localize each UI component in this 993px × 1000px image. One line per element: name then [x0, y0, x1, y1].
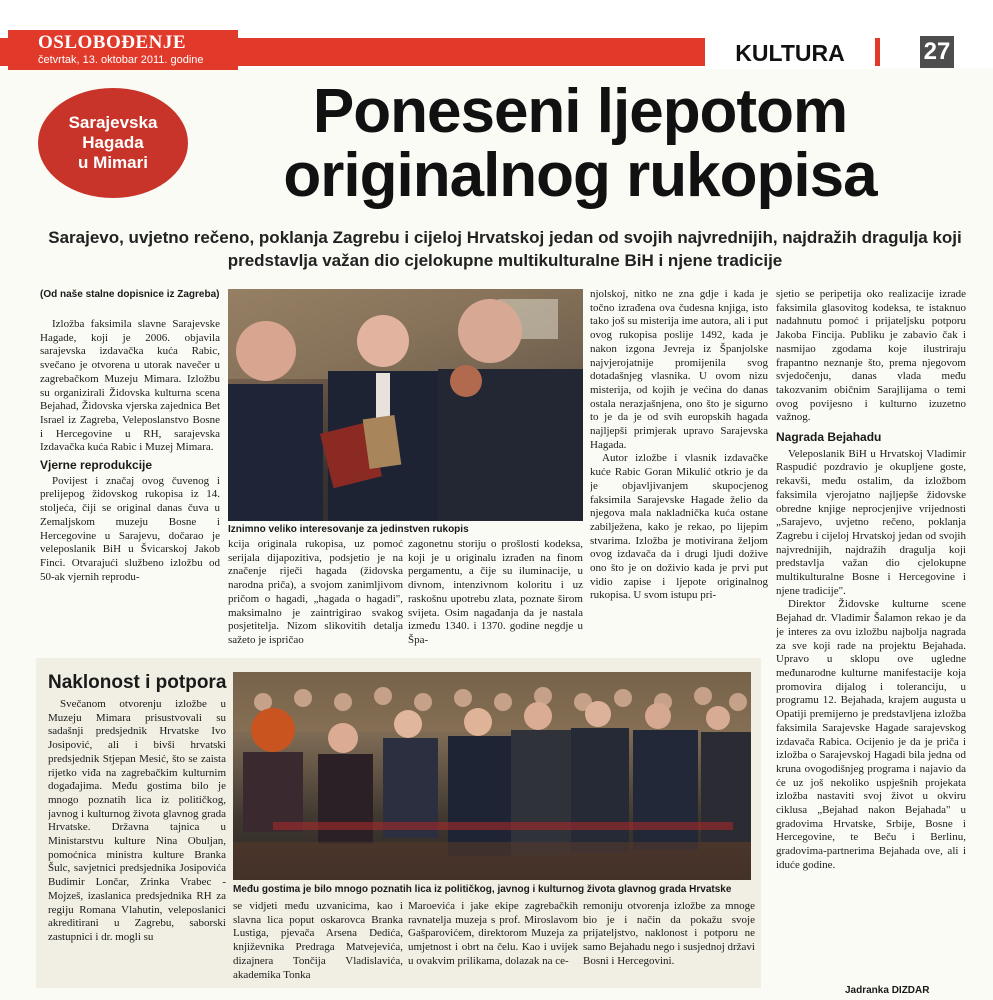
page-number: 27: [920, 36, 954, 68]
column-2: [228, 538, 403, 648]
paragraph: Maroevića i jake ekipe zagrebačkih ravnatelja muzeja s prof. Miroslavom Gašparovićem, direktorom Muzeja za umjetnost i obrt na čelu. Kao i uvijek u ovakvim prilikama, dolazak na ce-: [408, 900, 578, 967]
section-label: KULTURA: [705, 37, 875, 69]
badge-line-1: Sarajevska: [68, 112, 158, 132]
column-5: [776, 288, 966, 982]
subheading: Vjerne reprodukcije: [40, 458, 153, 473]
newspaper-title: OSLOBOĐENJE: [38, 32, 187, 53]
masthead: [8, 30, 238, 70]
column-1: [40, 318, 220, 640]
photo-caption: Iznimno veliko interesovanje za jedinstven rukopis: [228, 524, 469, 535]
paragraph: Svečanom otvorenju izložbe u Muzeju Mimara prisustvovali su sadašnji predsjednik Hrvatske Ivo Josipović, ali i bivši hrvatski predsjednik Stjepan Mesić, što se zaista rijetko viđa na zagrebačkim kulturnim događajima. Među gostima bilo je mnogo poznatih lica iz političkog, javnog i kulturnog života glavnog grada Hrvatske. Državna tajnica u Ministarstvu kulture Nina Obuljan, pomoćnica ministra kulture Branka Šulc, savjetnici predsjednika Josipovića Budimir Lončar, Zrinka Vrabec - Mojzeš, izaslanica predsjednika RH za regiju Romana Vlahutin, veleposlanici akreditirani u Zagrebu, saborski zastupnici i dr. mogli su: [48, 698, 226, 943]
paragraph: zagonetnu storiju o prošlosti kodeksa, koji je u originalu izrađen na finom pergamentu, a čije su iluminacije, u divnom, intenzivnom koloritu i uz raskošnu upotrebu zlata, poznate širom svijeta. Osim nagađanja da je nastala između 1340. i 1370. godine negdje u Špa-: [408, 538, 583, 646]
paragraph: Direktor Židovske kulturne scene Bejahad dr. Vladimir Šalamon rekao je da je interes za ovu izložbu najbolja nagrada za sve koji rade na projektu Bejahada. Upravo u sklopu ove ugledne međunarodne kulturne manifestacije koja promovira dijalog i toleranciju, u programu 12. Bejahada, krajem augusta u Opatiji premijerno je predstavljena izložba faksimila Sarajevske Hagade sarajevskog izdavača Rabica. Ocijenio je da je priča i izložba o Sarajevskoj Hagadi bila jedna od kruna ovogodišnjeg programa i najavio da će uz još nekoliko uspješnih projekata izložba nastaviti svoj život u okviru ciklusa „Bejahad nakon Bejahada" u gradovima Hrvatske, Srbije, Bosne i Hercegovine, te Beču i Berlinu, gradovima-partnerima Bejahada ove, ali i iduće godine.: [776, 598, 966, 871]
topic-badge: [38, 88, 188, 198]
byline: (Od naše stalne dopisnice iz Zagreba): [40, 289, 220, 300]
column-4: [590, 288, 768, 643]
badge-line-2: Hagada: [82, 132, 144, 152]
paragraph: remoniju otvorenja izložbe za mnoge bio je i način da pokažu svoje prijateljstvo, naklonost i potporu ne samo Bejahadu nego i susjednoj državi Bosni i Hercegovini.: [583, 900, 755, 967]
box-column-1: [48, 698, 226, 988]
paragraph: njolskoj, nitko ne zna gdje i kada je točno izrađena ova čudesna knjiga, isto tako još su misterija ime autora, ali i put ovog rukopisa poslije 1492, kada je nakon izgona Jevreja iz Španjolske najvjerojatnije promijenila svog dotadašnjeg vlasnika. U ovom nizu misterija, od kojih je većina do danas ostala nerazjašnjena, ono što je sigurno to je da je od svih europskih hagada najljepši primjerak upravo Sarajevska Hagada.: [590, 288, 768, 451]
paragraph: se vidjeti među uzvanicima, kao i slavna lica poput oskarovca Branka Lustiga, pjevača Arsena Dedića, književnika Predraga Matvejevića, dizajnera Tončija Vladislavića, akademika Tonka: [233, 900, 403, 981]
box-column-3: [408, 900, 578, 988]
paragraph: Povijest i značaj ovog čuvenog i prelijepog židovskog rukopisa iz 14. stoljeća, čiji se original danas čuva u Zemaljskom muzeju Bosne i Hercegovine u Sarajevu, dočarao je veleposlanik BiH u Švicarskoj Jakob Finci. Otvarajući službeno izložbu od 50-ak vjernih reprodu-: [40, 474, 220, 583]
paragraph: Izložba faksimila slavne Sarajevske Hagade, koji je 2006. objavila sarajevska izdavačka kuća Rabic, svečano je otvorena u utorak navečer u zagrebačkom Muzeju Mimara. Izložbu su organizirali Židovska kulturna scena Bejahad, Židovska vjerska zajednica Bet Israel iz Zagreba, Veleposlanstvo Bosne i Hercegovine u RH, sarajevska Izdavačka kuća Rabic i Muzej Mimara.: [40, 318, 220, 454]
headline-line-1: Poneseni ljepotom: [312, 77, 848, 146]
box-photo-caption: Među gostima je bilo mnogo poznatih lica iz političkog, javnog i kulturnog života glavnog grada Hrvatske: [233, 884, 732, 895]
paragraph: Veleposlanik BiH u Hrvatskoj Vladimir Raspudić pozdravio je okupljene goste, rekavši, među ostalim, da izložbom faksimila vjerojatno najljepše židovske obredne knjige neprocjenjive vrijednosti „Sarajevo, uvjetno rečeno, poklanja Zagrebu i cijeloj Hrvatskoj jedan od svojih najvrednijih, najdražih dragulja koji predstavlja važan dio cjelokupne multikulturalne Bosne i Hercegovine i njene tradicije".: [776, 447, 966, 597]
box-column-2: [233, 900, 403, 988]
article-deck: Sarajevo, uvjetno rečeno, poklanja Zagrebu i cijeloj Hrvatskoj jedan od svojih najvrednijih, najdražih dragulja koji predstavlja važan dio cjelokupne multikulturalne BiH i njene tradicije: [48, 228, 962, 270]
badge-line-3: u Mimari: [78, 153, 148, 173]
paragraph: Autor izložbe i vlasnik izdavačke kuće Rabic Goran Mikulić otkrio je da je objavljivanjem skupocjenog faksimila Sarajevske Hagade želio da njegova mala nakladnička kuća ostane zabilježena, kako je rekao, po lijepim stvarima. Izložba je motivirana željom ovog izdavača da i drugi ljudi dožive ono što je on doživio kada je prvi put vidio zapise i ljepote originalnog rukopisa. U svom istupu pri-: [590, 452, 768, 602]
photo-audience: [233, 672, 751, 880]
column-3: [408, 538, 583, 648]
box-title: Naklonost i potpora: [48, 672, 227, 693]
author-signature: Jadranka DIZDAR: [845, 985, 930, 996]
box-column-4: [583, 900, 755, 988]
paragraph: sjetio se peripetija oko realizacije izrade faksimila glasovitog kodeksa, te istaknuo nadahnutu pomoć i prijateljsku potporu Jakoba Fincija. Publiku je zabavio čak i nasmijao zgodama koje ilustriraju frapantno neznanje što, prema njegovom svjedočenju, danas vlada među takozvanim običnim Sarajlijama o temi ovog povijesno i kulturno izuzetno važnog.: [776, 288, 966, 424]
headline-line-2: originalnog rukopisa: [283, 141, 877, 210]
article-headline: [195, 77, 965, 210]
subheading: Nagrada Bejahadu: [776, 430, 882, 445]
paragraph: kcija originala rukopisa, uz pomoć serijala dijapozitiva, podsjetio je na značenje riječi hagada (židovska narodna priča), a svojom zanimljivom pričom o hagadi, „hagada o hagadi", maksimalno je zaintrigirao svakog posjetitelja. Nizom slikovitih detalja sažeto je ispričao: [228, 538, 403, 646]
photo-men-with-book: [228, 289, 583, 521]
issue-date: četvrtak, 13. oktobar 2011. godine: [38, 54, 204, 66]
